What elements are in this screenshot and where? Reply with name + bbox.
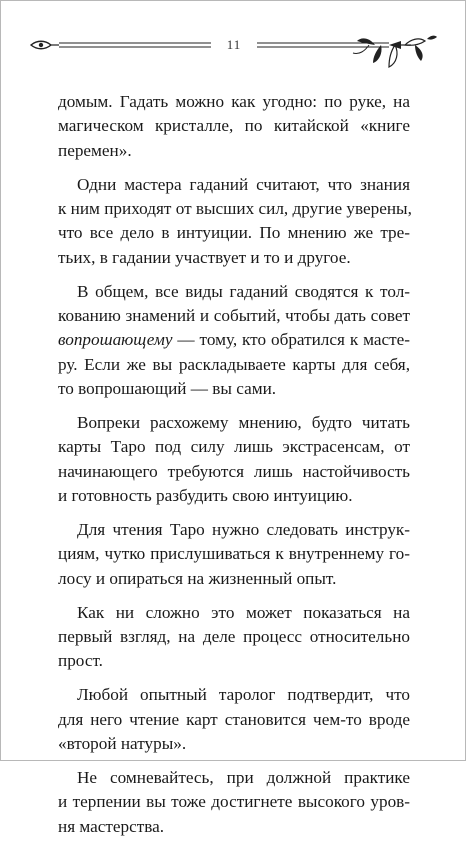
paragraph bbox=[58, 518, 410, 591]
text-line: кованию знамений и событий, чтобы дать совет bbox=[58, 306, 410, 326]
text-line: карты Таро под силу лишь экстрасенсам, от bbox=[58, 437, 410, 457]
paragraph bbox=[58, 411, 410, 509]
text-line: начинающего требуются лишь настойчивость bbox=[58, 461, 410, 481]
text-line: к ним приходят от высших сил, другие уверены, bbox=[58, 199, 412, 219]
text-line: Вопреки расхожему мнению, будто читать bbox=[77, 413, 410, 433]
italic-term: вопрошающему bbox=[58, 330, 173, 350]
text-line: В общем, все виды гаданий сводятся к тол- bbox=[77, 281, 410, 301]
text-line: лосу и опираться на жизненный опыт. bbox=[58, 568, 337, 588]
text-line: первый взгляд, на деле процесс относительно bbox=[58, 627, 410, 647]
text-line: прост. bbox=[58, 651, 103, 671]
text-line: Не сомневайтесь, при должной практике bbox=[77, 767, 410, 787]
text-line: Любой опытный таролог подтвердит, что bbox=[77, 685, 410, 705]
text-fragment: — тому, кто обратился к масте- bbox=[172, 330, 410, 350]
page-number: 11 bbox=[29, 37, 439, 53]
text-line: для него чтение карт становится чем-то вроде bbox=[58, 709, 410, 729]
text-line: то вопрошающий — вы сами. bbox=[58, 379, 277, 399]
text-line: Для чтения Таро нужно следовать инструк- bbox=[77, 520, 410, 540]
text-line: циям, чутко прислушиваться к внутреннему го- bbox=[58, 544, 410, 564]
paragraph bbox=[58, 280, 410, 402]
body-text bbox=[58, 90, 410, 849]
text-line: и готовность разбудить свою интуицию. bbox=[58, 486, 353, 506]
page-header bbox=[29, 31, 439, 71]
paragraph bbox=[58, 90, 410, 163]
text-line: Как ни сложно это может показаться на bbox=[77, 602, 410, 622]
text-line: домым. Гадать можно как угодно: по руке, на bbox=[58, 92, 410, 111]
text-line: ня мастерства. bbox=[58, 816, 165, 836]
text-line: тьих, в гадании участвует и то и другое. bbox=[58, 247, 351, 267]
paragraph bbox=[58, 683, 410, 756]
text-line: что все дело в интуиции. По мнению же тре- bbox=[58, 223, 410, 243]
paragraph bbox=[58, 173, 410, 271]
text-line: перемен». bbox=[58, 140, 132, 160]
text-line bbox=[58, 328, 410, 352]
paragraph bbox=[58, 766, 410, 839]
text-line: ру. Если же вы раскладываете карты для себя, bbox=[58, 354, 410, 374]
text-line: магическом кристалле, по китайской «книге bbox=[58, 116, 410, 136]
text-line: «второй натуры». bbox=[58, 734, 187, 754]
text-line: Одни мастера гаданий считают, что знания bbox=[77, 174, 410, 194]
text-line: и терпении вы тоже достигнете высокого уров- bbox=[58, 792, 410, 812]
paragraph bbox=[58, 601, 410, 674]
